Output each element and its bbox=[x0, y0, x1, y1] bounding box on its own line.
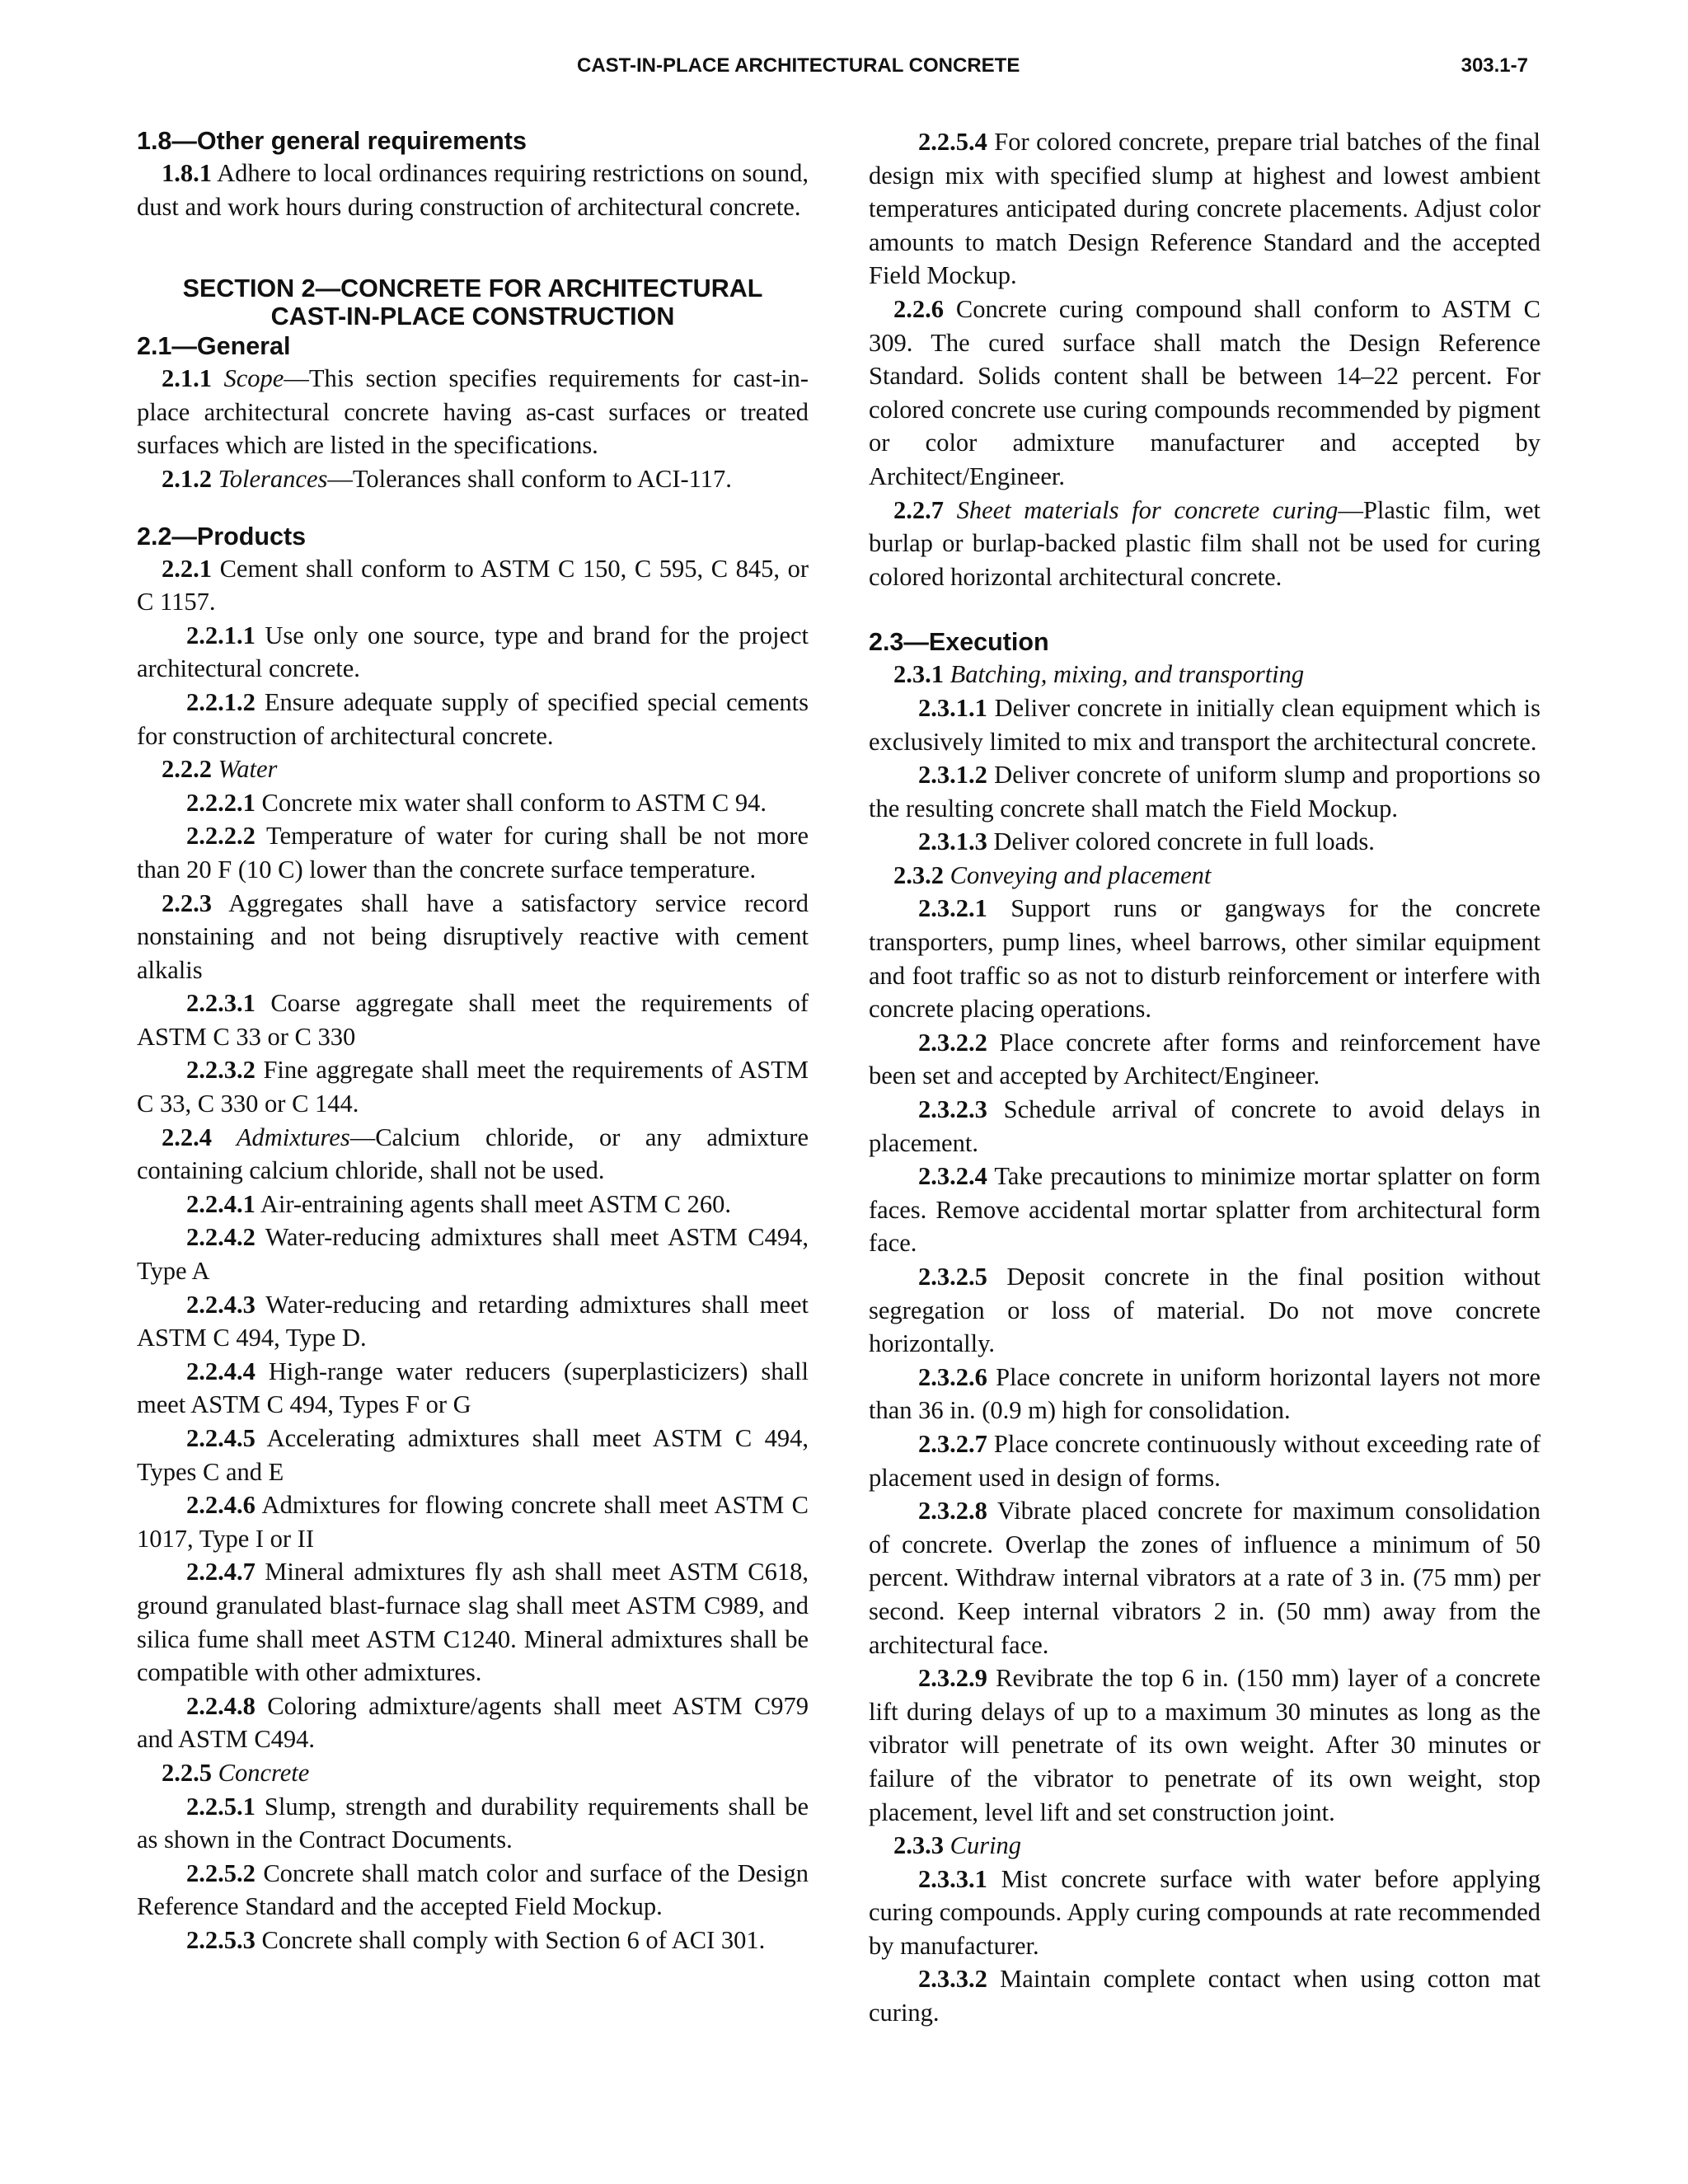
para-italic-title: Sheet materials for concrete curing bbox=[944, 495, 1339, 524]
para-text: Mineral admixtures fly ash shall meet ASTM C618, ground granulated blast-furnace slag shall meet ASTM C989, and silica fume shall meet ASTM C1240. Mineral admixtures shall be compatible with other admixtures. bbox=[137, 1558, 809, 1687]
para-italic-title: Admixtures bbox=[212, 1122, 350, 1151]
running-title: CAST-IN-PLACE ARCHITECTURAL CONCRETE bbox=[577, 54, 1020, 77]
para-2-3-2-4 bbox=[869, 1160, 1540, 1260]
right-column bbox=[869, 125, 1540, 2030]
para-text: Aggregates shall have a satisfactory service record nonstaining and not being disruptively reactive with cement alkalis bbox=[137, 888, 809, 984]
para-2-3-3-1 bbox=[869, 1863, 1540, 1963]
para-number: 2.3.3 bbox=[893, 1831, 944, 1860]
para-number: 2.3.2.5 bbox=[918, 1263, 987, 1291]
para-italic-title: Batching, mixing, and transporting bbox=[944, 660, 1305, 689]
para-number: 2.2.4.2 bbox=[186, 1223, 256, 1252]
para-2-2-5-4 bbox=[869, 125, 1540, 293]
para-2-3-3-2 bbox=[869, 1962, 1540, 2029]
para-2-2-5-2 bbox=[137, 1857, 809, 1924]
para-number: 2.3.2.7 bbox=[918, 1429, 987, 1458]
para-number: 2.2.1.2 bbox=[186, 687, 256, 716]
para-text: Coloring admixture/agents shall meet ASTM C979 and ASTM C494. bbox=[137, 1691, 809, 1754]
heading-2-1: 2.1—General bbox=[137, 332, 291, 361]
para-text: Vibrate placed concrete for maximum consolidation of concrete. Overlap the zones of influence a minimum of 50 percent. Withdraw internal vibrators at a rate of 3 in. (75 mm) per second. Keep internal vibrators 2 in. (50 mm) away from the architectural face. bbox=[869, 1497, 1540, 1659]
para-2-3-2-2 bbox=[869, 1026, 1540, 1093]
para-italic-title: Conveying and placement bbox=[944, 860, 1212, 889]
para-text: —Tolerances shall conform to ACI-117. bbox=[327, 464, 732, 493]
para-2-2-6 bbox=[869, 293, 1540, 494]
para-2-3-1-2 bbox=[869, 758, 1540, 825]
para-number: 2.3.2.9 bbox=[918, 1664, 987, 1693]
para-text: Coarse aggregate shall meet the requirements of ASTM C 33 or C 330 bbox=[137, 989, 809, 1051]
para-number: 2.2.3.2 bbox=[186, 1056, 256, 1085]
para-number: 2.2.4 bbox=[162, 1122, 212, 1151]
para-2-2-1-2 bbox=[137, 686, 809, 752]
para-text: For colored concrete, prepare trial batches of the final design mix with specified slump at highest and lowest ambient temperatures anticipated during concrete placements. Adjust color amounts to match Design Reference Standard and the accepted Field Mockup. bbox=[869, 128, 1540, 290]
para-2-3-1 bbox=[869, 658, 1540, 691]
para-2-2-4-2 bbox=[137, 1221, 809, 1287]
para-text: Water-reducing and retarding admixtures shall meet ASTM C 494, Type D. bbox=[137, 1290, 809, 1352]
section-2-heading bbox=[137, 274, 809, 330]
para-2-2-4 bbox=[137, 1121, 809, 1188]
para-number: 2.2.2.2 bbox=[186, 822, 256, 851]
para-2-3-2 bbox=[869, 859, 1540, 893]
para-text: Concrete curing compound shall conform to ASTM C 309. The cured surface shall match the Design Reference Standard. Solids content shall be between 14–22 percent. For colored concrete use curing compounds recommended by pigment or color admixture manufacturer and accepted by Architect/Engineer. bbox=[869, 294, 1540, 490]
para-text: Deliver colored concrete in full loads. bbox=[987, 827, 1375, 856]
para-number: 2.3.2.6 bbox=[918, 1362, 987, 1391]
para-text: Maintain complete contact when using cotton mat curing. bbox=[869, 1965, 1540, 2027]
para-italic-title: Curing bbox=[944, 1831, 1022, 1860]
para-2-3-2-6 bbox=[869, 1361, 1540, 1427]
para-text: Ensure adequate supply of specified special cements for construction of architectural concrete. bbox=[137, 687, 809, 750]
para-number: 2.3.2 bbox=[893, 860, 944, 889]
section-2-heading-line1: SECTION 2—CONCRETE FOR ARCHITECTURAL bbox=[182, 274, 763, 303]
para-text: Slump, strength and durability requirements shall be as shown in the Contract Documents. bbox=[137, 1792, 809, 1854]
para-number: 2.3.2.1 bbox=[918, 894, 987, 923]
para-2-2-4-4 bbox=[137, 1355, 809, 1422]
para-2-2-2-1 bbox=[137, 786, 809, 820]
para-number: 2.1.2 bbox=[162, 464, 212, 493]
para-number: 2.2.1 bbox=[162, 554, 212, 583]
para-number: 2.2.4.1 bbox=[186, 1189, 256, 1218]
left-column bbox=[137, 125, 809, 1957]
para-number: 2.2.3.1 bbox=[186, 989, 256, 1018]
para-number: 2.3.1.2 bbox=[918, 761, 987, 790]
para-number: 2.2.5.1 bbox=[186, 1792, 256, 1821]
para-text: Cement shall conform to ASTM C 150, C 595, C 845, or C 1157. bbox=[137, 554, 809, 616]
para-2-2-4-8 bbox=[137, 1690, 809, 1756]
para-text: Temperature of water for curing shall be not more than 20 F (10 C) lower than the concrete surface temperature. bbox=[137, 822, 809, 883]
para-2-2-4-1 bbox=[137, 1188, 809, 1221]
para-number: 2.2.4.5 bbox=[186, 1424, 256, 1452]
para-2-2-2 bbox=[137, 752, 809, 786]
para-2-2-4-3 bbox=[137, 1288, 809, 1355]
para-number: 2.2.5 bbox=[162, 1758, 212, 1787]
para-text: Admixtures for flowing concrete shall meet ASTM C 1017, Type I or II bbox=[137, 1491, 809, 1553]
para-text: —Plastic film, wet burlap or burlap-backed plastic film shall not be used for curing colored horizontal architectural concrete. bbox=[869, 495, 1540, 591]
para-number: 2.3.1.3 bbox=[918, 827, 987, 856]
para-text: Take precautions to minimize mortar splatter on form faces. Remove accidental mortar splatter from architectural form face. bbox=[869, 1162, 1540, 1258]
para-text: Air-entraining agents shall meet ASTM C 260. bbox=[255, 1189, 731, 1218]
para-number: 2.2.2 bbox=[162, 755, 212, 784]
para-number: 2.2.4.8 bbox=[186, 1691, 256, 1720]
para-2-2-3 bbox=[137, 887, 809, 987]
para-number: 2.3.3.2 bbox=[918, 1965, 987, 1994]
para-text: Deposit concrete in the final position without segregation or loss of material. Do not move concrete horizontally. bbox=[869, 1263, 1540, 1358]
para-number: 2.3.2.8 bbox=[918, 1497, 987, 1526]
heading-2-2: 2.2—Products bbox=[137, 522, 307, 551]
para-number: 1.8.1 bbox=[162, 159, 212, 187]
para-2-3-3 bbox=[869, 1829, 1540, 1863]
para-2-3-1-3 bbox=[869, 825, 1540, 859]
para-text: Mist concrete surface with water before applying curing compounds. Apply curing compounds at rate recommended by manufacturer. bbox=[869, 1864, 1540, 1960]
para-2-3-2-7 bbox=[869, 1427, 1540, 1494]
para-2-2-3-1 bbox=[137, 987, 809, 1053]
para-2-2-5-1 bbox=[137, 1790, 809, 1857]
para-2-2-2-2 bbox=[137, 819, 809, 886]
para-italic-title: Scope bbox=[212, 364, 284, 393]
para-text: Concrete shall comply with Section 6 of ACI 301. bbox=[255, 1925, 766, 1954]
para-text: Deliver concrete of uniform slump and proportions so the resulting concrete shall match the Field Mockup. bbox=[869, 761, 1540, 823]
page-number: 303.1-7 bbox=[1461, 54, 1528, 77]
para-italic-title: Concrete bbox=[212, 1758, 310, 1787]
para-2-2-5-3 bbox=[137, 1924, 809, 1957]
para-2-3-2-3 bbox=[869, 1093, 1540, 1160]
para-2-3-1-1 bbox=[869, 691, 1540, 758]
para-2-1-1 bbox=[137, 362, 809, 462]
para-1-8-1 bbox=[137, 157, 809, 223]
para-number: 2.3.2.3 bbox=[918, 1095, 987, 1124]
para-number: 2.3.1 bbox=[893, 660, 944, 689]
para-2-2-4-7 bbox=[137, 1555, 809, 1689]
para-2-2-4-5 bbox=[137, 1422, 809, 1488]
heading-2-3: 2.3—Execution bbox=[869, 628, 1049, 657]
para-number: 2.2.4.7 bbox=[186, 1558, 256, 1586]
para-text: Deliver concrete in initially clean equipment which is exclusively limited to mix and transport the architectural concrete. bbox=[869, 693, 1540, 756]
para-2-3-2-9 bbox=[869, 1661, 1540, 1829]
para-text: Concrete shall match color and surface of the Design Reference Standard and the accepted Field Mockup. bbox=[137, 1858, 809, 1921]
para-italic-title: Water bbox=[212, 755, 278, 784]
para-2-3-2-5 bbox=[869, 1260, 1540, 1361]
para-2-2-7 bbox=[869, 494, 1540, 594]
para-2-2-5 bbox=[137, 1756, 809, 1790]
para-2-2-3-2 bbox=[137, 1053, 809, 1120]
para-number: 2.2.6 bbox=[893, 294, 944, 323]
para-number: 2.3.1.1 bbox=[918, 693, 987, 722]
para-text: Place concrete continuously without exceeding rate of placement used in design of forms. bbox=[869, 1429, 1540, 1492]
para-number: 2.3.2.4 bbox=[918, 1162, 987, 1191]
para-text: Use only one source, type and brand for the project architectural concrete. bbox=[137, 621, 809, 683]
para-text: Schedule arrival of concrete to avoid delays in placement. bbox=[869, 1095, 1540, 1157]
para-italic-title: Tolerances bbox=[212, 464, 328, 493]
para-2-2-1-1 bbox=[137, 619, 809, 686]
para-text: High-range water reducers (superplasticizers) shall meet ASTM C 494, Types F or G bbox=[137, 1357, 809, 1419]
heading-1-8: 1.8—Other general requirements bbox=[137, 127, 527, 155]
para-number: 2.2.5.2 bbox=[186, 1858, 256, 1887]
para-text: Fine aggregate shall meet the requirements of ASTM C 33, C 330 or C 144. bbox=[137, 1056, 809, 1118]
para-2-2-1 bbox=[137, 552, 809, 619]
para-number: 2.2.1.1 bbox=[186, 621, 256, 649]
para-number: 2.2.5.3 bbox=[186, 1925, 256, 1954]
para-number: 2.1.1 bbox=[162, 364, 212, 393]
para-2-2-4-6 bbox=[137, 1488, 809, 1555]
para-number: 2.2.4.3 bbox=[186, 1290, 256, 1319]
para-text: Concrete mix water shall conform to ASTM C 94. bbox=[255, 788, 767, 817]
para-number: 2.2.4.4 bbox=[186, 1357, 256, 1385]
para-text: Place concrete in uniform horizontal layers not more than 36 in. (0.9 m) high for consolidation. bbox=[869, 1362, 1540, 1425]
para-text: Water-reducing admixtures shall meet ASTM C494, Type A bbox=[137, 1223, 809, 1286]
para-2-3-2-1 bbox=[869, 892, 1540, 1025]
para-text: Accelerating admixtures shall meet ASTM C 494, Types C and E bbox=[137, 1424, 809, 1486]
para-number: 2.2.2.1 bbox=[186, 788, 256, 817]
para-text: Revibrate the top 6 in. (150 mm) layer of a concrete lift during delays of up to a maximum 30 minutes as long as the vibrator will penetrate of its own weight. After 30 minutes or failure of the vibrator to penetrate of its own weight, stop placement, level lift and set construction joint. bbox=[869, 1664, 1540, 1826]
para-text: Place concrete after forms and reinforcement have been set and accepted by Architect/Engineer. bbox=[869, 1028, 1540, 1090]
para-text: Support runs or gangways for the concrete transporters, pump lines, wheel barrows, other similar equipment and foot traffic so as not to disturb reinforcement or interfere with concrete placing operations. bbox=[869, 894, 1540, 1024]
para-text: —Calcium chloride, or any admixture containing calcium chloride, shall not be used. bbox=[137, 1122, 809, 1185]
para-text: —This section specifies requirements for cast-in-place architectural concrete having as-cast surfaces or treated surfaces which are listed in the specifications. bbox=[137, 364, 809, 460]
para-number: 2.2.7 bbox=[893, 495, 944, 524]
para-text: Adhere to local ordinances requiring restrictions on sound, dust and work hours during construction of architectural concrete. bbox=[137, 159, 809, 221]
para-number: 2.2.4.6 bbox=[186, 1491, 256, 1520]
para-2-3-2-8 bbox=[869, 1494, 1540, 1661]
para-number: 2.2.5.4 bbox=[918, 128, 987, 156]
section-2-heading-line2: CAST-IN-PLACE CONSTRUCTION bbox=[270, 302, 675, 331]
running-header bbox=[0, 54, 1688, 87]
para-number: 2.3.3.1 bbox=[918, 1864, 987, 1893]
para-number: 2.2.3 bbox=[162, 888, 212, 917]
para-2-1-2 bbox=[137, 462, 809, 496]
para-number: 2.3.2.2 bbox=[918, 1028, 987, 1057]
